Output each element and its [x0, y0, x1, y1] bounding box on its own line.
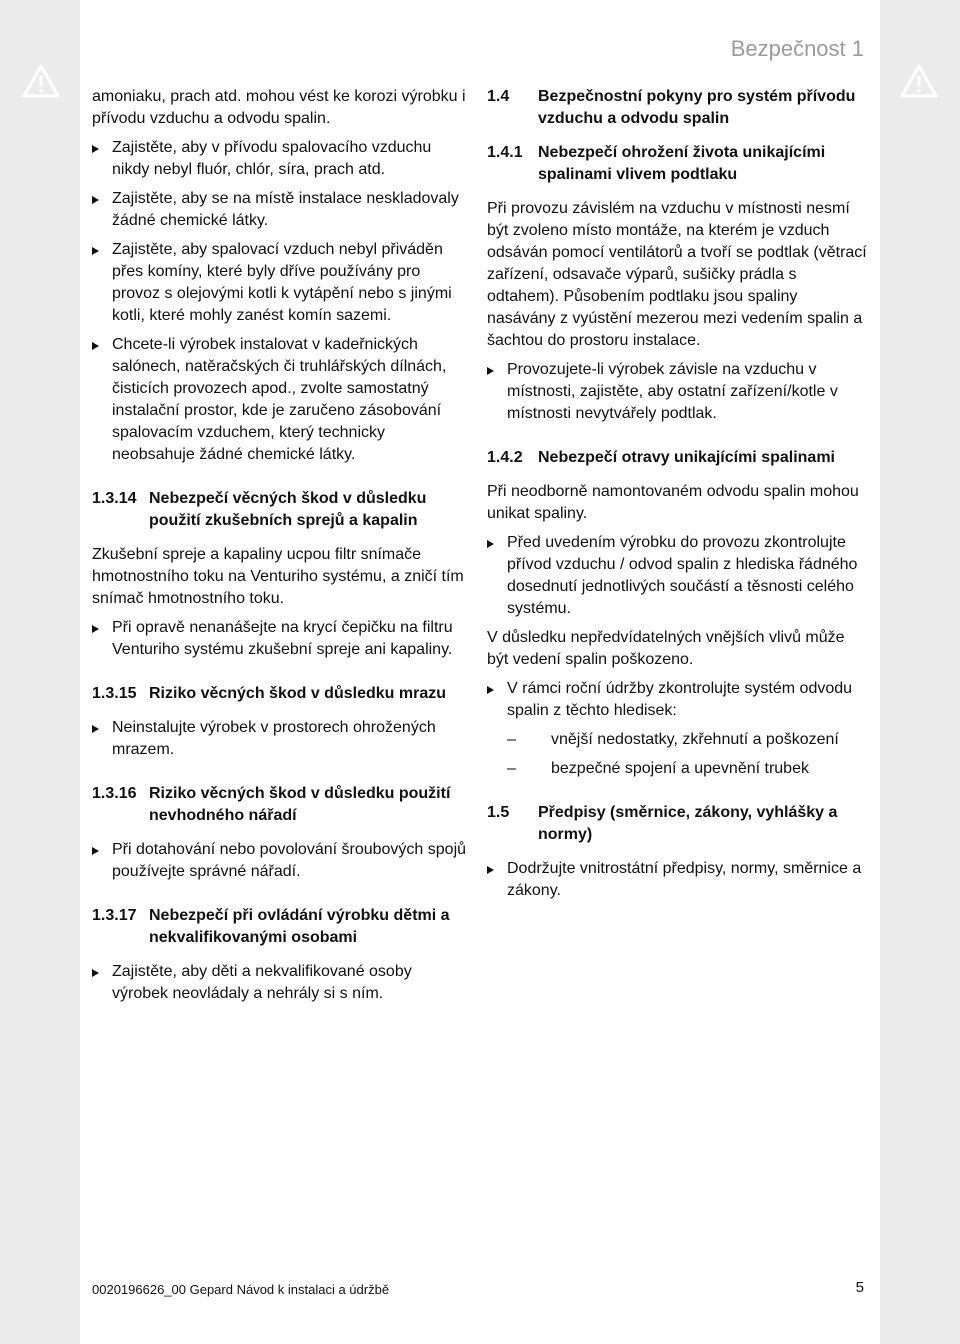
- section-text: Při provozu závislém na vzduchu v místnosti nesmí být zvoleno místo montáže, na kterém je vzduch odsáván pomocí ventilátorů a tvoří se podtlak (větrací zařízení, odsavače výparů, sušičky prádla s odtahem). Působením podtlaku jsou spaliny nasávány z vyústění mezerou mezi vedením spalin a šachtou do prostoru instalace.: [487, 200, 867, 349]
- section-heading-1-4: 1.4 Bezpečnostní pokyny pro systém přívodu vzduchu a odvodu spalin: [487, 88, 856, 127]
- bullet-icon: [92, 847, 99, 855]
- warning-icon: [22, 64, 60, 98]
- list-item: Zajistěte, aby spalovací vzduch nebyl přiváděn přes komíny, které byly dříve používány pro provoz s olejovými kotli k vytápění nebo s jinými kotli, které mohly zanést komín sazemi.: [92, 239, 466, 327]
- list-item: Před uvedením výrobku do provozu zkontrolujte přívod vzduchu / odvod spalin z hlediska řádného dosednutí jednotlivých součástí a těsnosti celého systému.: [487, 532, 869, 620]
- list-item: Při dotahování nebo povolování šroubových spojů používejte správné nářadí.: [92, 839, 466, 883]
- list-item: Provozujete-li výrobek závisle na vzduchu v místnosti, zajistěte, aby ostatní zařízení/kotle v místnosti nevytvářely podtlak.: [487, 359, 869, 425]
- bullet-icon: [92, 969, 99, 977]
- right-column: [487, 86, 869, 909]
- bullet-icon: [92, 725, 99, 733]
- dash-list-item: – vnější nedostatky, zkřehnutí a poškození: [507, 729, 869, 751]
- section-heading-1-4-1: 1.4.1 Nebezpečí ohrožení života unikajícími spalinami vlivem podtlaku: [487, 144, 826, 183]
- section-heading-1-3-15: 1.3.15 Riziko věcných škod v důsledku mrazu: [92, 685, 446, 702]
- page-header-title: Bezpečnost 1: [730, 36, 864, 61]
- list-item: Neinstalujte výrobek v prostorech ohrožených mrazem.: [92, 717, 466, 761]
- list-item: Dodržujte vnitrostátní předpisy, normy, směrnice a zákony.: [487, 858, 869, 902]
- right-margin-strip: [880, 0, 960, 1344]
- page-number: 5: [855, 1279, 864, 1296]
- dash-marker: –: [507, 760, 516, 777]
- bullet-icon: [487, 540, 494, 548]
- bullet-icon: [487, 866, 494, 874]
- list-item: V rámci roční údržby zkontrolujte systém odvodu spalin z těchto hledisek:: [487, 678, 869, 722]
- section-heading-1-5: 1.5 Předpisy (směrnice, zákony, vyhlášky a normy): [487, 804, 838, 843]
- bullet-icon: [92, 196, 99, 204]
- bullet-icon: [92, 625, 99, 633]
- bullet-icon: [487, 367, 494, 375]
- list-item: Zajistěte, aby se na místě instalace neskladovaly žádné chemické látky.: [92, 188, 466, 232]
- warning-icon: [900, 64, 938, 98]
- section-heading-1-4-2: 1.4.2 Nebezpečí otravy unikajícími spalinami: [487, 449, 835, 466]
- dash-marker: –: [507, 731, 516, 748]
- section-heading-1-3-17: 1.3.17 Nebezpečí při ovládání výrobku dětmi a nekvalifikovanými osobami: [92, 907, 450, 946]
- intro-text: amoniaku, prach atd. mohou vést ke korozi výrobku i přívodu vzduchu a odvodu spalin.: [92, 88, 466, 127]
- section-text: V důsledku nepředvídatelných vnějších vlivů může být vedení spalin poškozeno.: [487, 629, 845, 668]
- bullet-icon: [92, 145, 99, 153]
- list-item: Chcete-li výrobek instalovat v kadeřnických salónech, natěračských či truhlářských dílnách, čisticích provozech apod., zvolte samostatný instalační prostor, kde je zaručeno zásobování spalovacím vzduchem, který technicky neobsahuje žádné chemické látky.: [92, 334, 466, 466]
- section-text: Při neodborně namontovaném odvodu spalin mohou unikat spaliny.: [487, 483, 859, 522]
- bullet-icon: [92, 342, 99, 350]
- section-heading-1-3-14: 1.3.14 Nebezpečí věcných škod v důsledku použití zkušebních sprejů a kapalin: [92, 490, 427, 529]
- footer-document-title: 0020196626_00 Gepard Návod k instalaci a údržbě: [92, 1282, 390, 1297]
- list-item: Při opravě nenanášejte na krycí čepičku na filtru Venturiho systému zkušební spreje ani kapaliny.: [92, 617, 466, 661]
- left-margin-strip: [0, 0, 80, 1344]
- list-item: Zajistěte, aby v přívodu spalovacího vzduchu nikdy nebyl fluór, chlór, síra, prach atd.: [92, 137, 466, 181]
- bullet-icon: [487, 686, 494, 694]
- dash-list-item: – bezpečné spojení a upevnění trubek: [507, 758, 869, 780]
- list-item: Zajistěte, aby děti a nekvalifikované osoby výrobek neovládaly a nehrály si s ním.: [92, 961, 466, 1005]
- section-heading-1-3-16: 1.3.16 Riziko věcných škod v důsledku použití nevhodného nářadí: [92, 785, 451, 824]
- bullet-icon: [92, 247, 99, 255]
- section-text: Zkušební spreje a kapaliny ucpou filtr snímače hmotnostního toku na Venturiho systému, a zničí tím snímač hmotnostního toku.: [92, 546, 464, 607]
- left-column: [92, 86, 466, 1012]
